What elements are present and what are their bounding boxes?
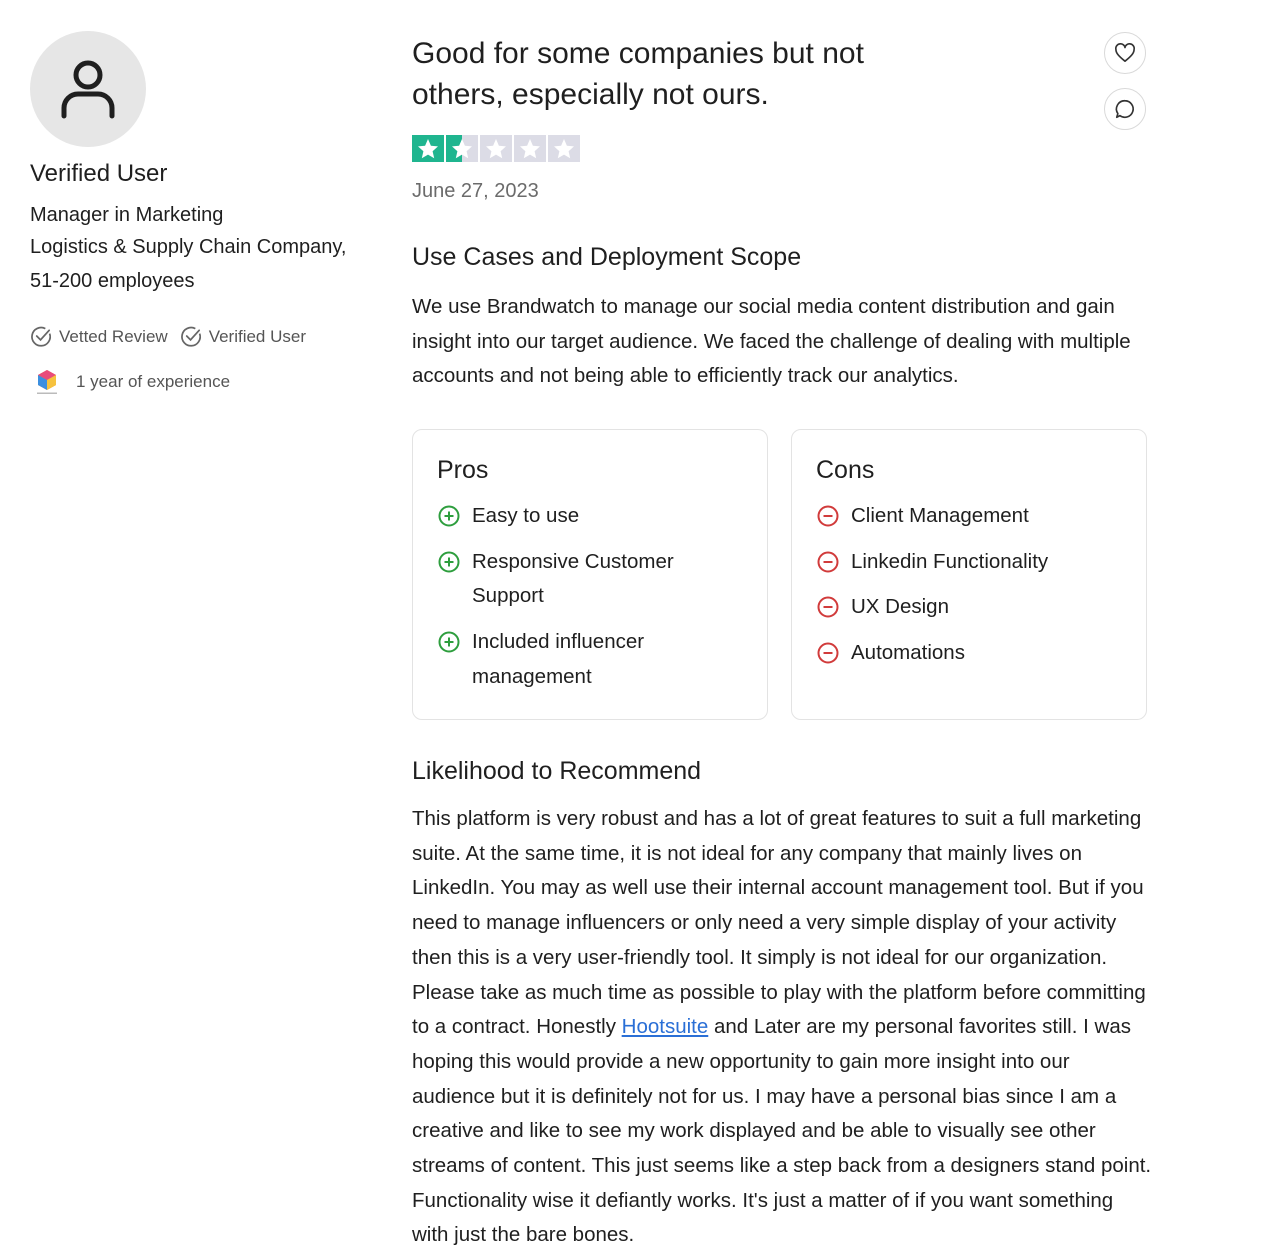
- user-icon: [58, 58, 118, 120]
- reviewer-name: Verified User: [30, 160, 168, 187]
- review-date: June 27, 2023: [412, 180, 539, 202]
- star-icon: [412, 135, 444, 162]
- reviewer-badges: [30, 325, 318, 348]
- reviewer-company: Logistics & Supply Chain Company, 51-200 employees: [30, 236, 347, 292]
- experience: [34, 368, 230, 396]
- rating-star: [480, 135, 512, 162]
- rating-star: [446, 135, 478, 162]
- rating-star: [412, 135, 444, 162]
- product-logo-icon: [34, 368, 60, 396]
- recommend-heading: Likelihood to Recommend: [412, 757, 702, 785]
- review-actions: [1104, 32, 1146, 144]
- rating-stars: [412, 135, 582, 162]
- pro-item: [437, 499, 743, 534]
- con-label: UX Design: [851, 595, 949, 619]
- plus-circle-icon: [437, 550, 461, 574]
- comment-button[interactable]: [1104, 88, 1146, 130]
- minus-circle-icon: [816, 641, 840, 665]
- use-cases-heading: Use Cases and Deployment Scope: [412, 243, 802, 271]
- con-label: Linkedin Functionality: [851, 549, 1049, 573]
- cons-list: [816, 499, 1122, 671]
- reviewer-role: Manager in Marketing: [30, 204, 224, 226]
- badge-label: Vetted Review: [59, 326, 168, 346]
- recommend-text: [412, 802, 1152, 1253]
- star-icon: [548, 135, 580, 162]
- con-item: [816, 590, 1122, 625]
- cons-card: [791, 429, 1147, 720]
- pro-label: Included influencer management: [472, 630, 645, 688]
- con-item: [816, 636, 1122, 671]
- con-label: Client Management: [851, 504, 1029, 527]
- pro-label: Easy to use: [472, 504, 580, 527]
- like-button[interactable]: [1104, 32, 1146, 74]
- vetted-review-badge: [30, 325, 168, 348]
- pro-label: Responsive Customer Support: [472, 549, 674, 608]
- rating-star: [548, 135, 580, 162]
- experience-label: 1 year of experience: [76, 372, 231, 391]
- star-icon: [446, 135, 478, 162]
- cons-heading: Cons: [816, 456, 875, 484]
- hootsuite-link[interactable]: Hootsuite: [621, 1015, 709, 1039]
- plus-circle-icon: [437, 504, 461, 528]
- recommend-text-end: and Later are my personal favorites still. I was hoping this would provide a new opportunity to gain more insight into our audience but it is definitely not for us. I may have a personal bias since I am a creative and like to see my work displayed and be able to visually see other streams of content. This just seems like a step back from a designers stand point. Functionality wise it defiantly works. It's just a matter of if you want something with just the bare bones.: [412, 1015, 1152, 1247]
- pros-heading: Pros: [437, 456, 489, 484]
- badge-label: Verified User: [208, 326, 307, 346]
- verified-user-badge: [180, 325, 306, 348]
- check-circle-icon: [180, 325, 203, 348]
- check-circle-icon: [30, 325, 53, 348]
- heart-icon: [1114, 43, 1136, 63]
- minus-circle-icon: [816, 595, 840, 619]
- minus-circle-icon: [816, 504, 840, 528]
- pro-item: [437, 545, 743, 614]
- recommend-text-start: This platform is very robust and has a lot of great features to suit a full marketing suite. At the same time, it is not ideal for any company that mainly lives on LinkedIn. You may as well use their internal account management tool. But if you need to manage influencers or only need a very simple display of your activity then this is a very user-friendly tool. It simply is not ideal for our organization. Please take as much time as possible to play with the platform before committing to a contract. Honestly: [412, 807, 1146, 1039]
- review-title: Good for some companies but not others, especially not ours.: [412, 37, 864, 111]
- use-cases-text: We use Brandwatch to manage our social media content distribution and gain insight into our target audience. We faced the challenge of dealing with multiple accounts and not being able to efficiently track our analytics.: [412, 295, 1131, 388]
- pros-list: [437, 499, 743, 695]
- con-label: Automations: [851, 641, 965, 665]
- rating-star: [514, 135, 546, 162]
- star-icon: [480, 135, 512, 162]
- comment-icon: [1114, 98, 1136, 120]
- avatar: [30, 31, 146, 147]
- pros-card: [412, 429, 768, 720]
- star-icon: [514, 135, 546, 162]
- con-item: [816, 545, 1122, 580]
- con-item: [816, 499, 1122, 534]
- minus-circle-icon: [816, 550, 840, 574]
- pro-item: [437, 625, 743, 694]
- plus-circle-icon: [437, 630, 461, 654]
